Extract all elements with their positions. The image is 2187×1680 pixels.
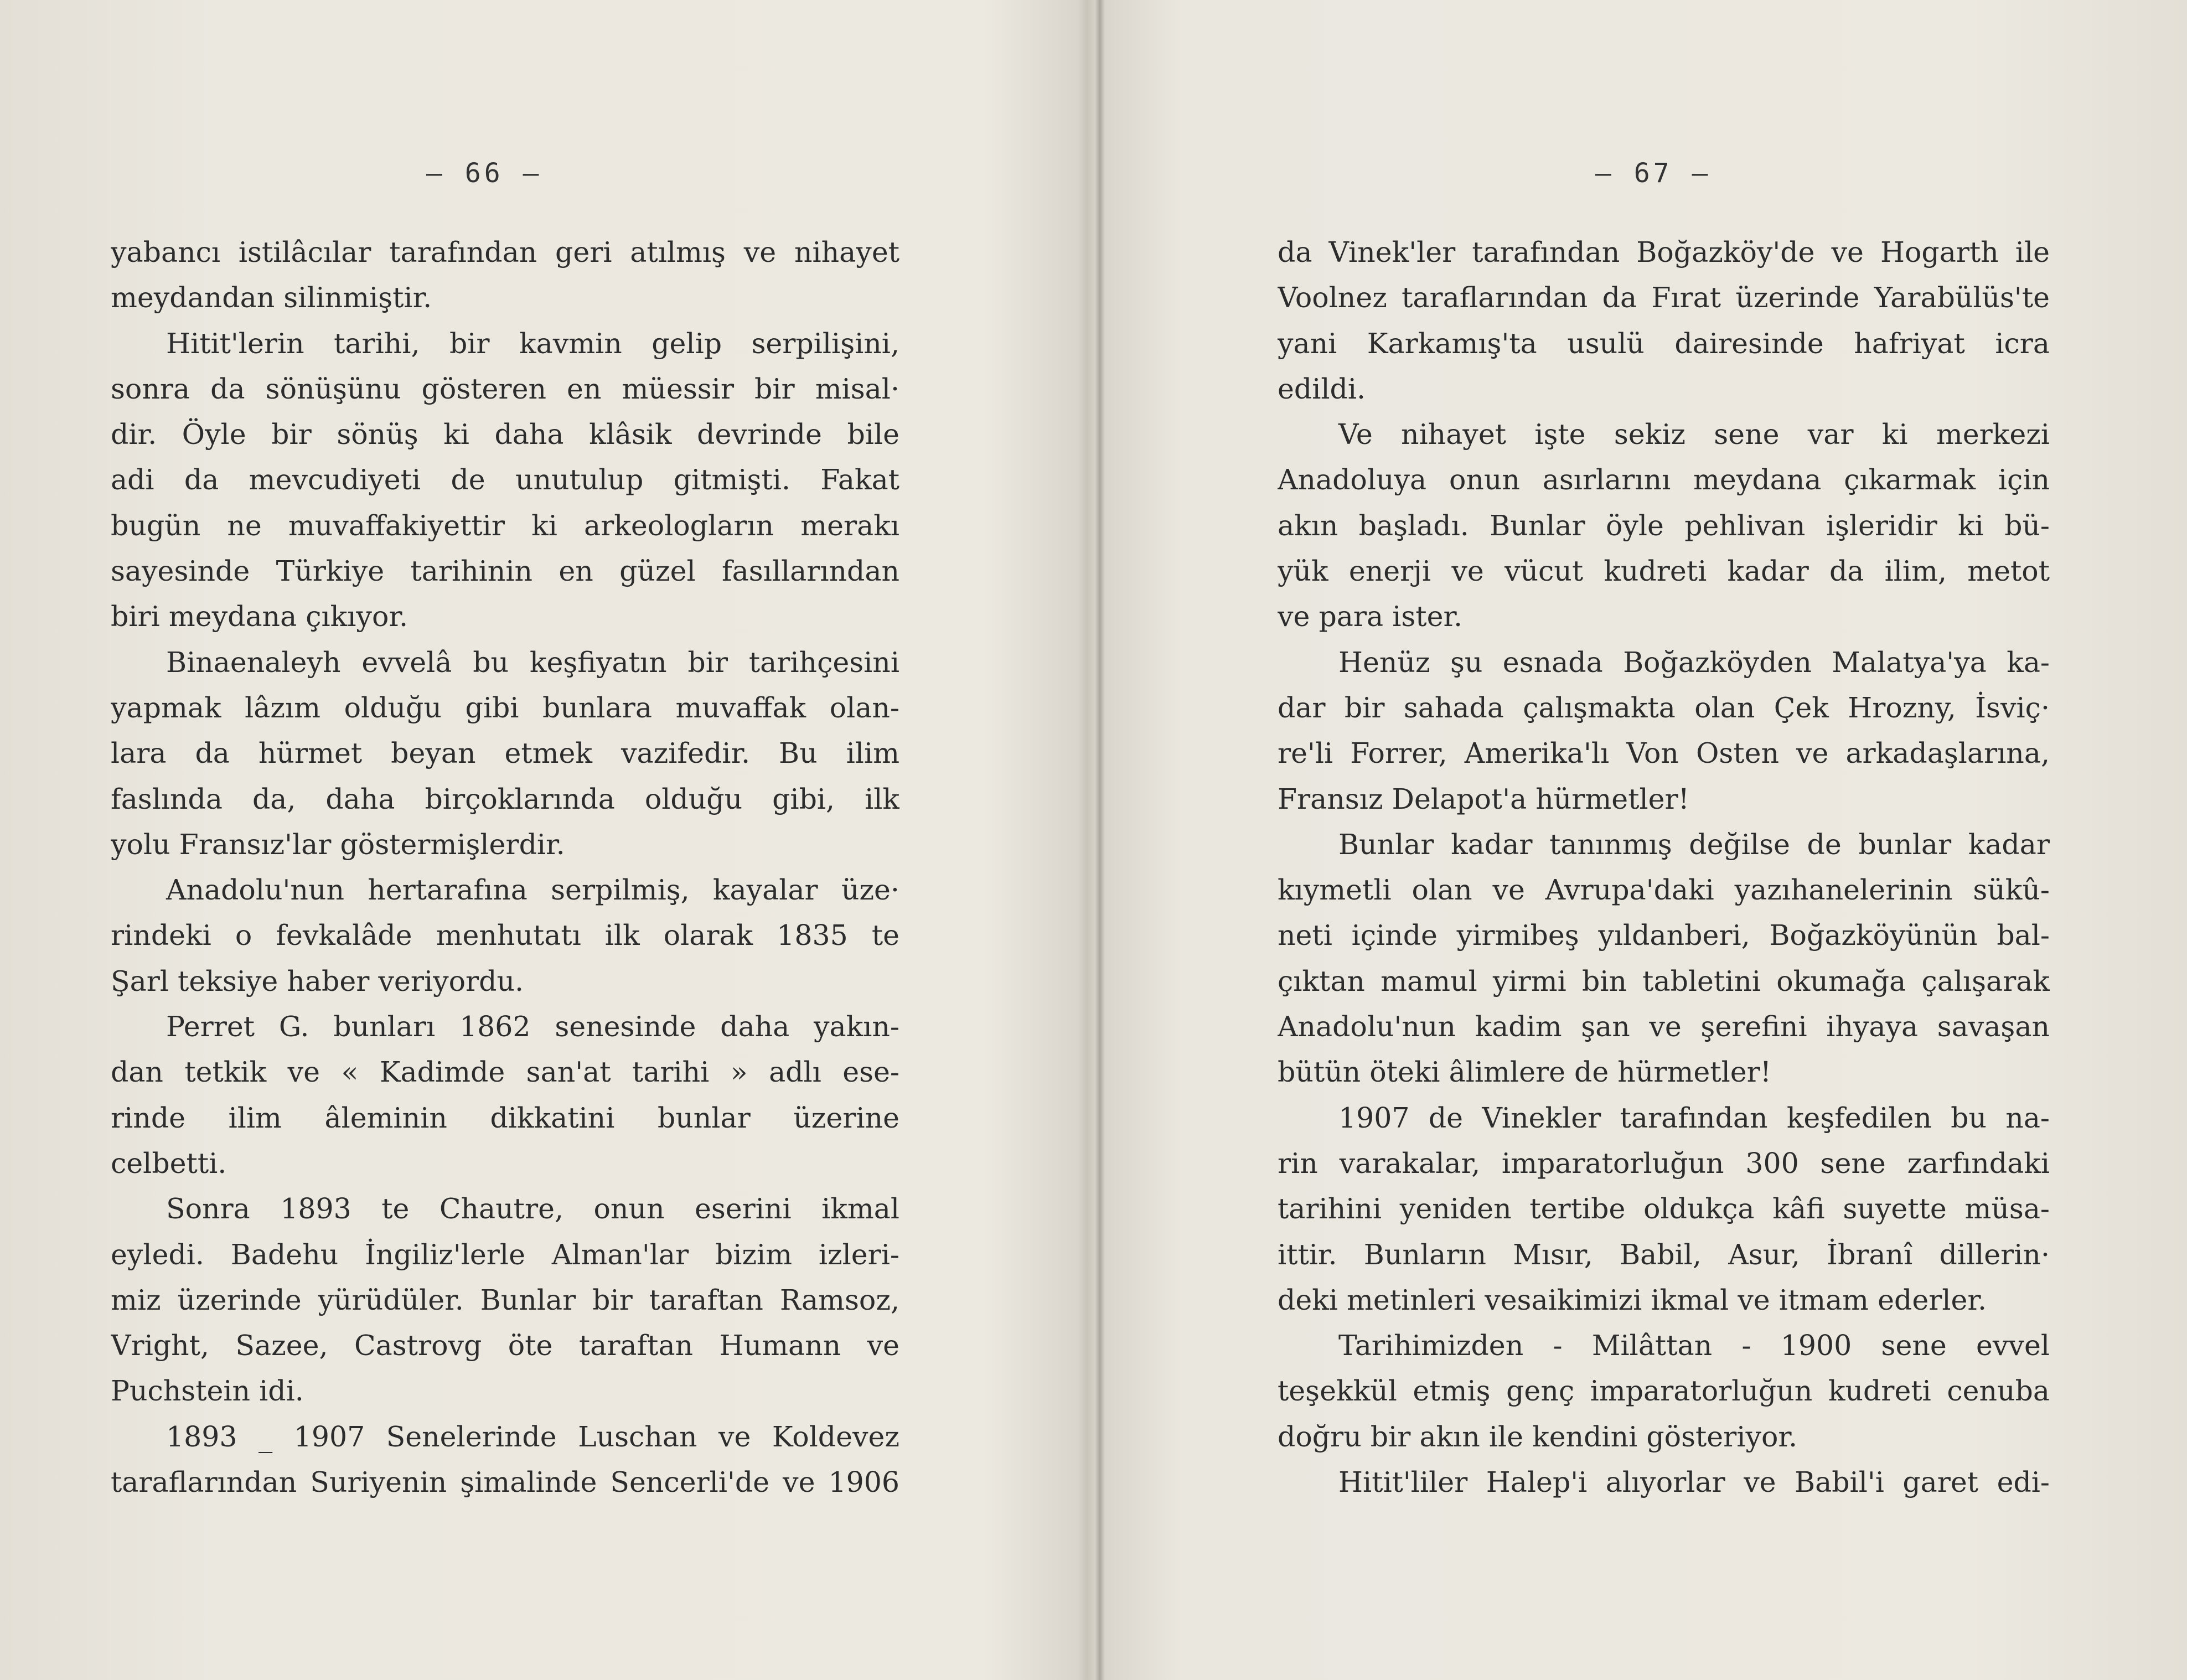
- text-line: neti içinde yirmibeş yıldanberi, Boğazköyünün bal-: [1278, 919, 2050, 952]
- text-line: bugün ne muvaffakiyettir ki arkeologların merakı: [111, 509, 899, 542]
- text-line: adi da mevcudiyeti de unutulup gitmişti. Fakat: [111, 463, 899, 497]
- text-line: Fransız Delapot'a hürmetler!: [1278, 782, 1689, 815]
- text-line: sayesinde Türkiye tarihinin en güzel fasıllarından: [111, 555, 899, 588]
- text-line: edildi.: [1278, 372, 1366, 405]
- page-text: [1278, 230, 2050, 1505]
- text-line: biri meydana çıkıyor.: [111, 600, 409, 633]
- text-line: teşekkül etmiş genç imparatorluğun kudreti cenuba: [1278, 1374, 2050, 1408]
- text-line: rindeki o fevkalâde menhutatı ilk olarak 1835 te: [111, 919, 899, 952]
- text-line: yük enerji ve vücut kudreti kadar da ilim, metot: [1278, 555, 2050, 588]
- text-line: lara da hürmet beyan etmek vazifedir. Bu ilim: [111, 737, 899, 770]
- text-line: dan tetkik ve « Kadimde san'at tarihi » adlı ese-: [111, 1056, 899, 1089]
- text-line: Anadolu'nun kadim şan ve şerefini ihyaya savaşan: [1278, 1010, 2050, 1043]
- text-line: 1907 de Vinekler tarafından keşfedilen bu na-: [1338, 1101, 2050, 1134]
- text-line: eyledi. Badehu İngiliz'lerle Alman'lar bizim izleri-: [111, 1238, 899, 1271]
- text-line: yani Karkamış'ta usulü dairesinde hafriyat icra: [1278, 327, 2050, 360]
- text-line: Henüz şu esnada Boğazköyden Malatya'ya ka-: [1338, 645, 2050, 679]
- text-line: Tarihimizden - Milâttan - 1900 sene evvel: [1338, 1329, 2050, 1362]
- text-line: ve para ister.: [1278, 600, 1463, 633]
- text-line: doğru bir akın ile kendini gösteriyor.: [1278, 1420, 1798, 1453]
- text-line: Şarl teksiye haber veriyordu.: [111, 964, 524, 997]
- page-number: — 67 —: [1595, 158, 1712, 189]
- text-line: kıymetli olan ve Avrupa'daki yazıhanelerinin sükû-: [1278, 873, 2050, 907]
- text-line: celbetti.: [111, 1146, 227, 1180]
- text-line: ittir. Bunların Mısır, Babil, Asur, İbranî dillerin·: [1278, 1238, 2050, 1271]
- page-number: — 66 —: [426, 158, 542, 189]
- right-page: [1105, 0, 2187, 1680]
- text-line: akın başladı. Bunlar öyle pehlivan işleridir ki bü-: [1278, 509, 2050, 542]
- text-line: Bunlar kadar tanınmış değilse de bunlar kadar: [1338, 828, 2050, 861]
- text-line: 1893 _ 1907 Senelerinde Luschan ve Koldevez: [166, 1420, 899, 1453]
- text-line: yolu Fransız'lar göstermişlerdir.: [111, 828, 565, 861]
- text-line: Perret G. bunları 1862 senesinde daha yakın-: [166, 1010, 899, 1043]
- text-line: Anadoluya onun asırlarını meydana çıkarmak için: [1278, 463, 2050, 497]
- text-line: Ve nihayet işte sekiz sene var ki merkezi: [1338, 418, 2050, 451]
- text-line: çıktan mamul yirmi bin tabletini okumağa çalışarak: [1278, 964, 2050, 997]
- text-line: taraflarından Suriyenin şimalinde Sencerli'de ve 1906: [111, 1466, 899, 1499]
- text-line: dir. Öyle bir sönüş ki daha klâsik devrinde bile: [111, 418, 899, 451]
- text-line: Puchstein idi.: [111, 1374, 304, 1408]
- text-line: re'li Forrer, Amerika'lı Von Osten ve arkadaşlarına,: [1278, 737, 2050, 770]
- text-line: bütün öteki âlimlere de hürmetler!: [1278, 1056, 1772, 1089]
- book-gutter: [1095, 0, 1105, 1680]
- text-line: miz üzerinde yürüdüler. Bunlar bir taraftan Ramsoz,: [111, 1283, 899, 1316]
- text-line: yabancı istilâcılar tarafından geri atılmış ve nihayet: [111, 236, 899, 268]
- page-text: [111, 230, 899, 1505]
- text-line: Voolnez taraflarından da Fırat üzerinde Yarabülüs'te: [1278, 281, 2050, 314]
- text-line: faslında da, daha birçoklarında olduğu gibi, ilk: [111, 782, 899, 815]
- text-line: yapmak lâzım olduğu gibi bunlara muvaffak olan-: [111, 691, 899, 724]
- text-line: Hitit'liler Halep'i alıyorlar ve Babil'i garet edi-: [1338, 1466, 2050, 1499]
- text-line: da Vinek'ler tarafından Boğazköy'de ve Hogarth ile: [1278, 236, 2050, 268]
- text-line: dar bir sahada çalışmakta olan Çek Hrozny, İsviç·: [1278, 691, 2050, 724]
- text-line: Vright, Sazee, Castrovg öte taraftan Humann ve: [111, 1329, 899, 1362]
- text-line: Hitit'lerin tarihi, bir kavmin gelip serpilişini,: [166, 327, 899, 360]
- text-line: deki metinleri vesaikimizi ikmal ve itmam ederler.: [1278, 1283, 1987, 1316]
- text-line: meydandan silinmiştir.: [111, 281, 432, 314]
- text-line: rin varakalar, imparatorluğun 300 sene zarfındaki: [1278, 1146, 2050, 1180]
- text-line: Anadolu'nun hertarafına serpilmiş, kayalar üze·: [166, 873, 899, 907]
- text-line: rinde ilim âleminin dikkatini bunlar üzerine: [111, 1101, 899, 1134]
- text-line: Sonra 1893 te Chautre, onun eserini ikmal: [166, 1192, 899, 1226]
- text-line: Binaenaleyh evvelâ bu keşfiyatın bir tarihçesini: [166, 645, 899, 679]
- text-line: tarihini yeniden tertibe oldukça kâfi suyette müsa-: [1278, 1192, 2050, 1226]
- text-line: sonra da sönüşünu gösteren en müessir bir misal·: [111, 372, 899, 405]
